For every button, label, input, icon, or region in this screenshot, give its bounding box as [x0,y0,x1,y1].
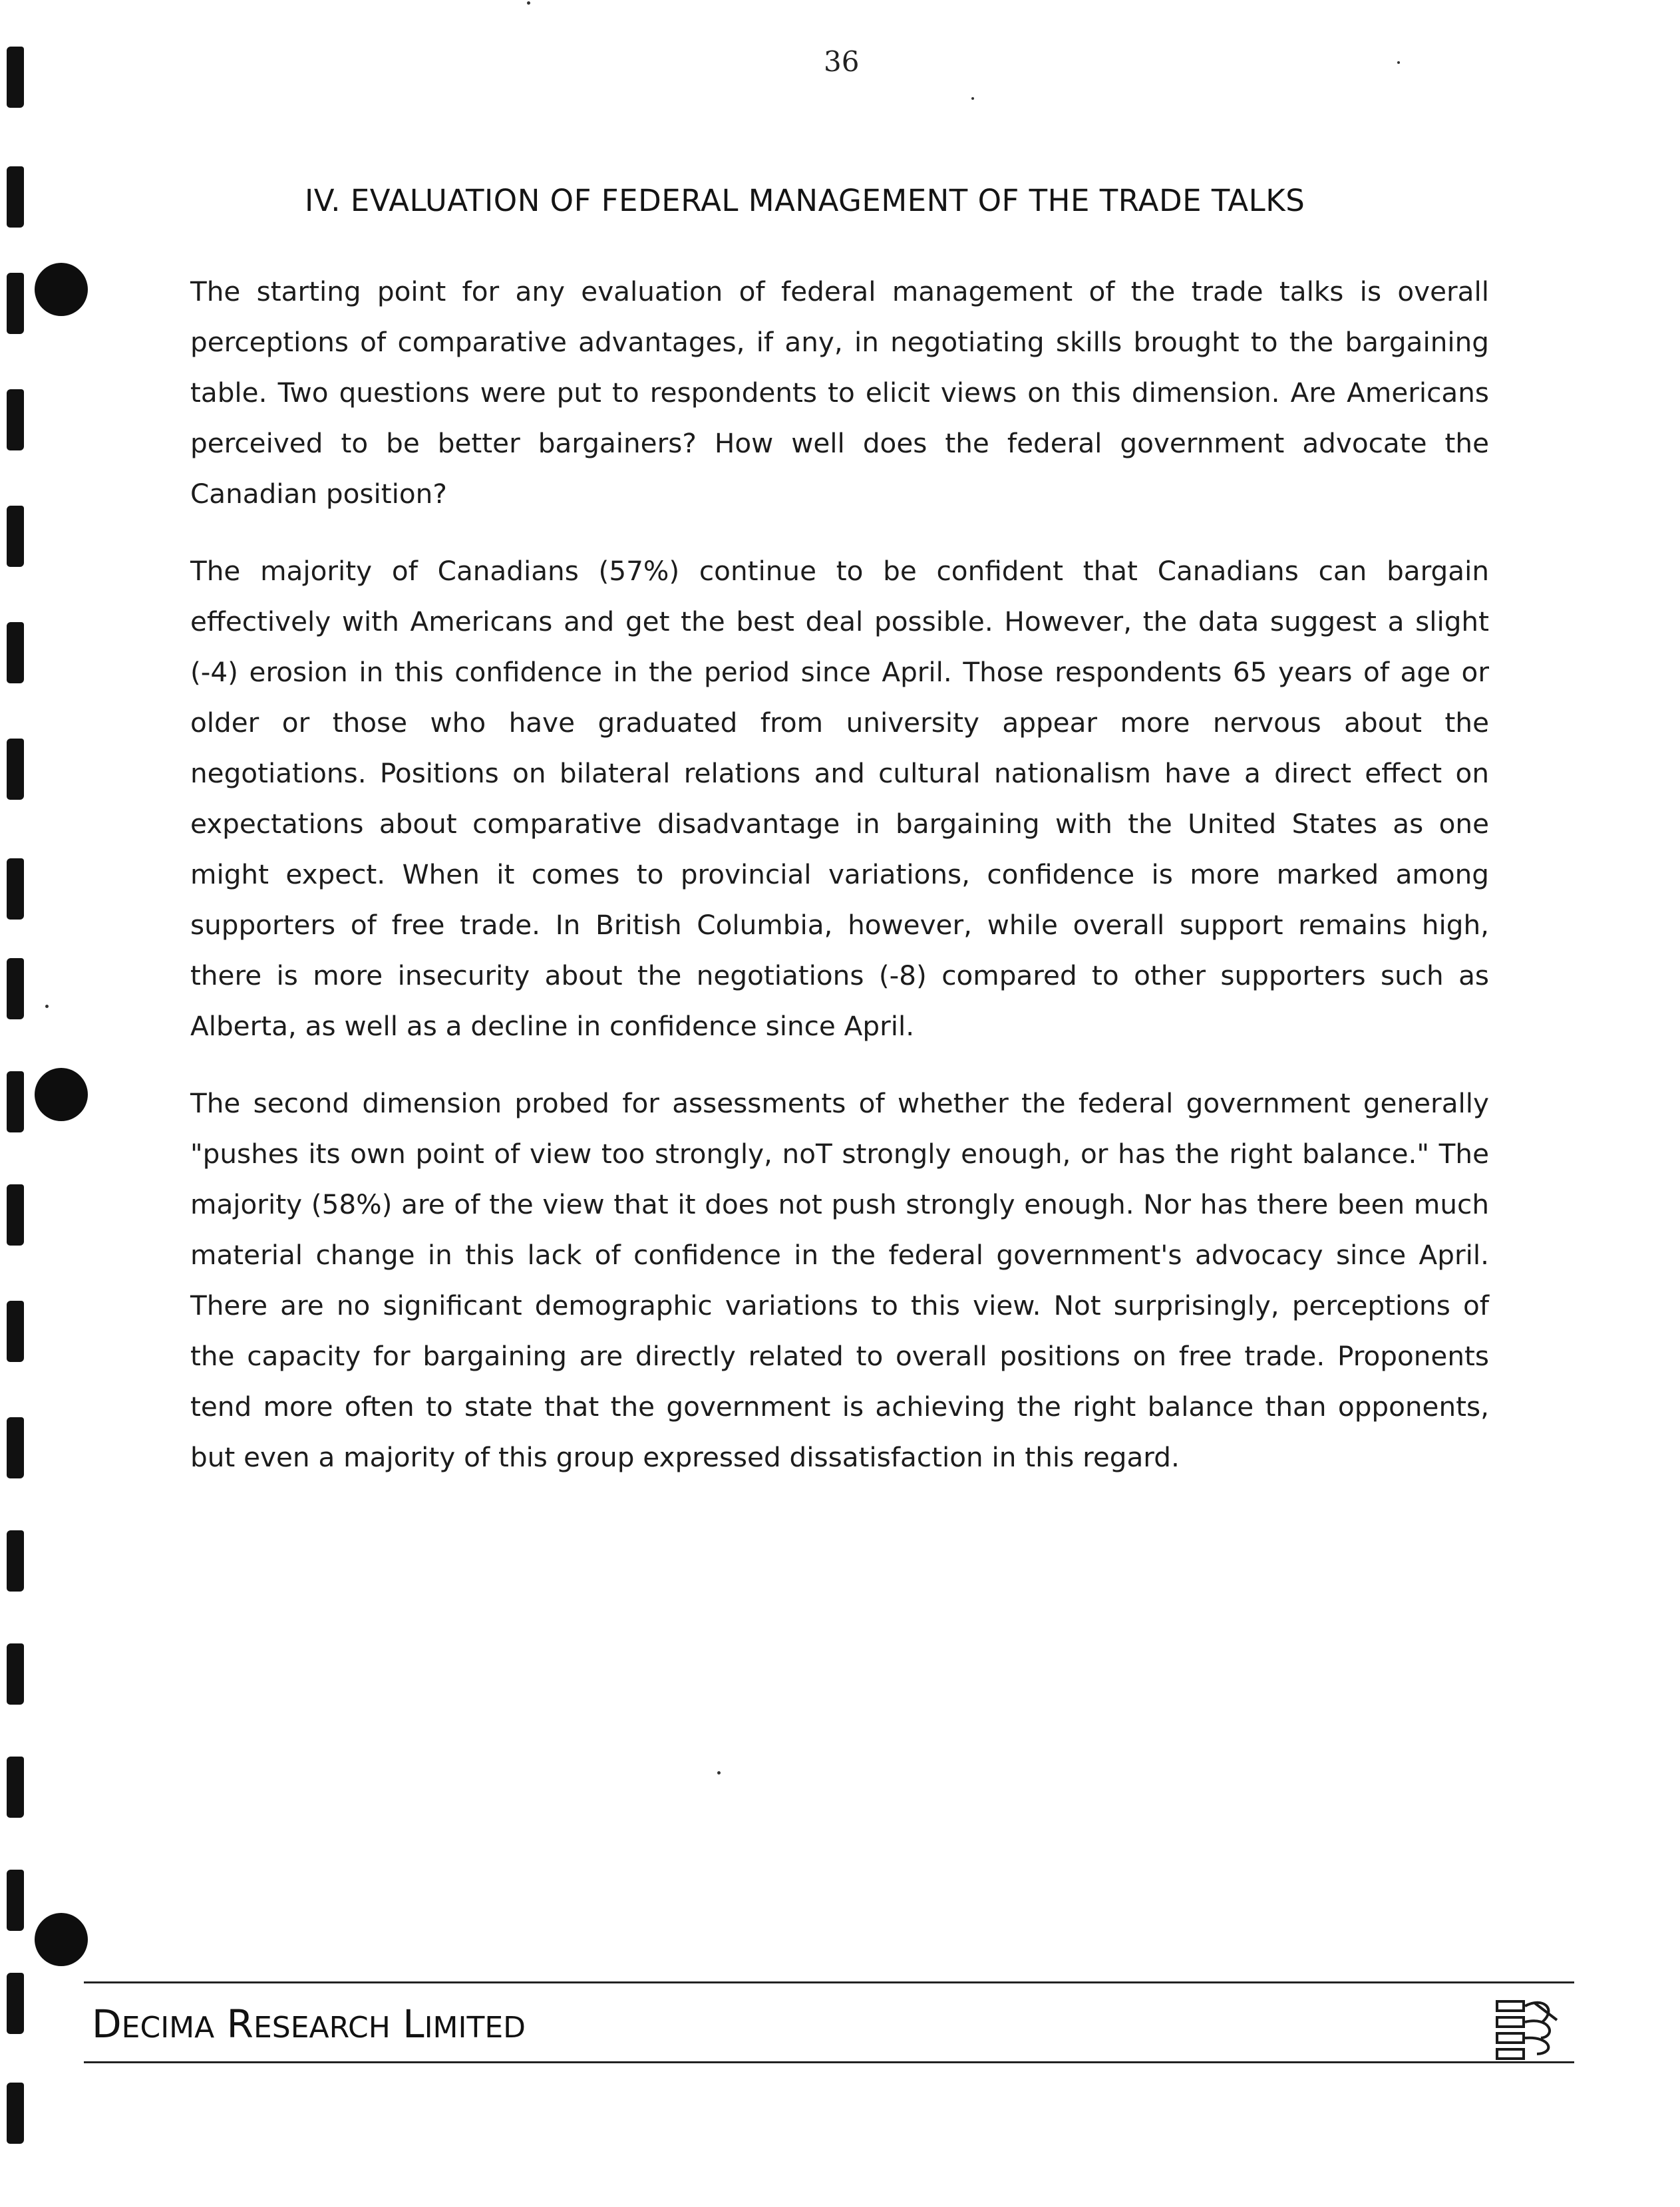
binder-mark [7,858,24,920]
binder-mark [7,47,24,108]
punch-hole [35,1068,88,1121]
scan-speck [45,1005,49,1008]
page-number: 36 [824,45,860,78]
punch-hole [35,1913,88,1966]
footer-company-name: DECIMA RESEARCH LIMITED [92,2001,526,2047]
binder-mark [7,1184,24,1246]
binder-mark [7,389,24,450]
binder-mark [7,166,24,228]
binder-mark [7,958,24,1019]
footer-bottom-rule [84,2061,1574,2063]
binder-mark [7,622,24,683]
scan-speck [527,1,530,5]
binder-mark [7,1417,24,1478]
binder-mark [7,1643,24,1705]
paragraph-2: The majority of Canadians (57%) continue to be confident that Canadians can bargain effectively with Americans and get the best deal possible. However, the data suggest a slight (-4) erosion in this confidence in the period since April. Those respondents 65 years of age or older or those who have graduated from university appear more nervous about the negotiations. Positions on bilateral relations and cultural nationalism have a direct effect on expectations about comparative disadvantage in bargaining with the United States as one might expect. When it comes to provincial variations, confidence is more marked among supporters of free trade. In British Columbia, however, while overall support remains high, there is more insecurity about the negotiations (-8) compared to other supporters such as Alberta, as well as a decline in confidence since April. [190,555,1489,1042]
scan-speck [971,97,974,100]
footer-top-rule [84,1981,1574,1983]
scan-speck [1397,61,1400,64]
binder-mark [7,1301,24,1362]
decima-logo-icon [1490,1989,1570,2069]
paragraph-3: The second dimension probed for assessments of whether the federal government generally "pushes its own point of view too strongly, noT strongly enough, or has the right balance." The majority (58%) are of the view that it does not push strongly enough. Nor has there been much material change in this lack of confidence in the federal government's advocacy since April. There are no significant demographic variations to this view. Not surprisingly, perceptions of the capacity for bargaining are directly related to overall positions on free trade. Proponents tend more often to state that the government is achieving the right balance than opponents, but even a majority of this group expressed dissatisfaction in this regard. [190,1087,1489,1473]
body-text [190,266,1489,1509]
binder-mark [7,1530,24,1592]
section-heading: IV. EVALUATION OF FEDERAL MANAGEMENT OF THE TRADE TALKS [305,183,1305,218]
binder-mark [7,273,24,334]
binder-mark [7,1071,24,1132]
paragraph-1: The starting point for any evaluation of federal management of the trade talks is overall perceptions of comparative advantages, if any, in negotiating skills brought to the bargaining table. Two questions were put to respondents to elicit views on this dimension. Are Americans perceived to be better bargainers? How well does the federal government advocate the Canadian position? [190,275,1489,510]
binder-mark [7,1870,24,1931]
punch-hole [35,263,88,316]
scan-speck [717,1771,721,1775]
binder-mark [7,739,24,800]
binder-mark [7,1973,24,2034]
binder-mark [7,1757,24,1818]
binder-mark [7,2083,24,2144]
binder-mark [7,506,24,567]
